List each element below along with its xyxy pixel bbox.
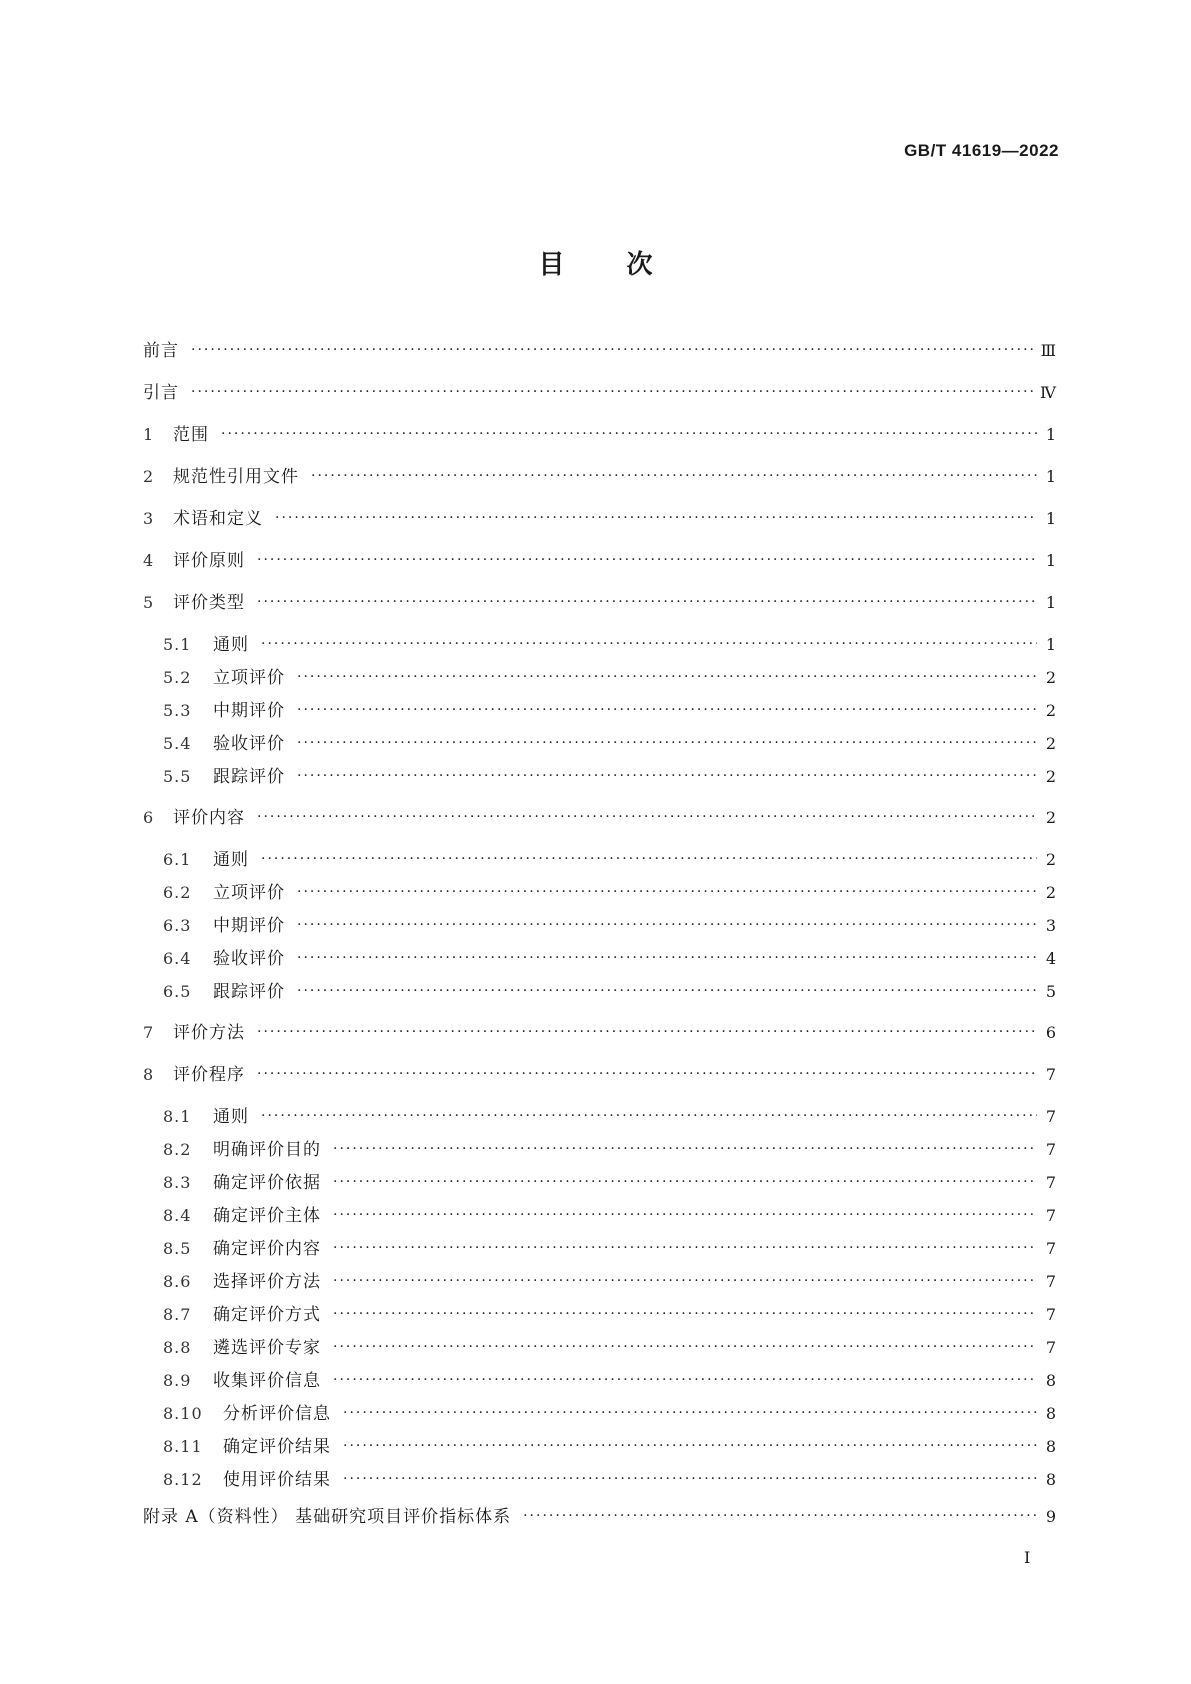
toc-entry-number: 8.2 xyxy=(163,1140,192,1159)
toc-entry-number: 8.9 xyxy=(163,1371,192,1390)
toc-entry-label: 确定评价内容 xyxy=(213,1239,321,1259)
toc-entry[interactable] xyxy=(143,630,1057,663)
toc-entry-number: 8.4 xyxy=(163,1206,192,1225)
toc-entry-number: 4 xyxy=(143,551,155,570)
toc-entry[interactable] xyxy=(143,729,1057,762)
toc-entry-number: 8.5 xyxy=(163,1239,192,1258)
toc-entry[interactable] xyxy=(143,1201,1057,1234)
toc-dot-leader xyxy=(343,1438,1037,1454)
toc-entry-page: 8 xyxy=(1045,1371,1057,1390)
toc-entry-label: 选择评价方法 xyxy=(213,1272,321,1292)
toc-entry-page: 7 xyxy=(1045,1338,1057,1357)
toc-entry-label: 范围 xyxy=(173,425,209,445)
table-of-contents xyxy=(143,336,1057,1532)
toc-entry-number: 6.5 xyxy=(163,982,192,1001)
toc-entry-number: 8 xyxy=(143,1065,155,1084)
toc-entry[interactable] xyxy=(143,1465,1057,1498)
toc-entry-number: 3 xyxy=(143,509,155,528)
toc-entry-number: 5.4 xyxy=(163,734,192,753)
toc-entry-page: 2 xyxy=(1045,668,1057,687)
toc-entry-number: 8.3 xyxy=(163,1173,192,1192)
toc-entry-page: 1 xyxy=(1045,551,1057,570)
toc-entry-label: 确定评价结果 xyxy=(223,1437,331,1457)
toc-entry-label: 术语和定义 xyxy=(173,509,263,529)
toc-entry-page: 7 xyxy=(1045,1107,1057,1126)
toc-entry[interactable] xyxy=(143,845,1057,878)
toc-entry-number: 6.4 xyxy=(163,949,192,968)
toc-entry-page: 7 xyxy=(1045,1173,1057,1192)
toc-dot-leader xyxy=(333,1339,1037,1355)
toc-entry-number: 8.7 xyxy=(163,1305,192,1324)
toc-entry-page: 1 xyxy=(1045,467,1057,486)
toc-dot-leader xyxy=(257,552,1037,568)
toc-entry-number: 5.3 xyxy=(163,701,192,720)
page-number: I xyxy=(1024,1548,1031,1567)
toc-entry[interactable] xyxy=(143,663,1057,696)
toc-entry[interactable] xyxy=(143,878,1057,911)
toc-dot-leader xyxy=(333,1174,1037,1190)
toc-dot-leader xyxy=(261,1108,1037,1124)
toc-entry-page: 7 xyxy=(1045,1239,1057,1258)
toc-entry-number: 7 xyxy=(143,1023,155,1042)
toc-dot-leader xyxy=(297,768,1037,784)
toc-entry[interactable] xyxy=(143,420,1057,462)
toc-entry-page: 9 xyxy=(1045,1507,1057,1526)
toc-entry[interactable] xyxy=(143,977,1057,1010)
toc-entry-page: 1 xyxy=(1045,425,1057,444)
toc-dot-leader xyxy=(297,735,1037,751)
toc-entry-label: 收集评价信息 xyxy=(213,1371,321,1391)
toc-dot-leader xyxy=(311,468,1037,484)
toc-entry-label: 确定评价方式 xyxy=(213,1305,321,1325)
toc-dot-leader xyxy=(257,1024,1037,1040)
toc-entry[interactable] xyxy=(143,944,1057,977)
toc-entry-page: 8 xyxy=(1045,1470,1057,1489)
toc-entry[interactable] xyxy=(143,1018,1057,1060)
toc-entry[interactable] xyxy=(143,1333,1057,1366)
toc-entry-number: 6.2 xyxy=(163,883,192,902)
toc-dot-leader xyxy=(257,1066,1037,1082)
toc-entry-page: 4 xyxy=(1045,949,1057,968)
toc-entry-page: 5 xyxy=(1045,982,1057,1001)
toc-entry-label: 验收评价 xyxy=(213,949,285,969)
toc-entry-label: 评价类型 xyxy=(173,593,245,613)
toc-entry-label: 明确评价目的 xyxy=(213,1140,321,1160)
toc-entry[interactable] xyxy=(143,1366,1057,1399)
toc-entry-number: 8.1 xyxy=(163,1107,192,1126)
toc-entry[interactable] xyxy=(143,803,1057,845)
toc-dot-leader xyxy=(297,884,1037,900)
toc-entry-number: 6.1 xyxy=(163,850,192,869)
toc-entry-number: 8.12 xyxy=(163,1470,203,1489)
toc-entry-label: 规范性引用文件 xyxy=(173,467,299,487)
toc-entry-page: Ⅲ xyxy=(1040,341,1057,360)
toc-dot-leader xyxy=(191,384,1034,400)
toc-entry-page: Ⅳ xyxy=(1040,383,1057,402)
toc-dot-leader xyxy=(297,917,1037,933)
toc-entry-number: 5.1 xyxy=(163,635,192,654)
toc-dot-leader xyxy=(257,809,1037,825)
toc-entry[interactable] xyxy=(143,546,1057,588)
toc-entry-label: 通则 xyxy=(213,850,249,870)
toc-entry[interactable] xyxy=(143,462,1057,504)
toc-entry-label: 通则 xyxy=(213,1107,249,1127)
toc-entry-label: 前言 xyxy=(143,341,179,361)
toc-entry-page: 1 xyxy=(1045,593,1057,612)
toc-entry-label: 附录 A（资料性） 基础研究项目评价指标体系 xyxy=(143,1507,512,1527)
toc-dot-leader xyxy=(523,1508,1037,1524)
toc-entry-label: 中期评价 xyxy=(213,916,285,936)
toc-entry-number: 5.5 xyxy=(163,767,192,786)
toc-dot-leader xyxy=(333,1306,1037,1322)
toc-entry-page: 8 xyxy=(1045,1437,1057,1456)
toc-dot-leader xyxy=(191,342,1035,358)
toc-dot-leader xyxy=(297,669,1037,685)
toc-dot-leader xyxy=(343,1405,1037,1421)
toc-entry[interactable] xyxy=(143,696,1057,729)
toc-entry[interactable] xyxy=(143,762,1057,795)
toc-dot-leader xyxy=(257,594,1037,610)
toc-entry-label: 中期评价 xyxy=(213,701,285,721)
toc-entry-label: 跟踪评价 xyxy=(213,767,285,787)
toc-entry-page: 6 xyxy=(1045,1023,1057,1042)
toc-entry[interactable] xyxy=(143,504,1057,546)
toc-entry[interactable] xyxy=(143,1234,1057,1267)
toc-entry-label: 通则 xyxy=(213,635,249,655)
toc-entry[interactable] xyxy=(143,1135,1057,1168)
toc-entry[interactable] xyxy=(143,1502,1057,1532)
toc-dot-leader xyxy=(275,510,1037,526)
toc-entry[interactable] xyxy=(143,1168,1057,1201)
page-title: 目次 xyxy=(538,250,715,280)
toc-entry[interactable] xyxy=(143,378,1057,420)
toc-entry-page: 3 xyxy=(1045,916,1057,935)
toc-entry-page: 1 xyxy=(1045,509,1057,528)
toc-entry-page: 2 xyxy=(1045,701,1057,720)
toc-entry-label: 评价原则 xyxy=(173,551,245,571)
toc-entry-number: 6.3 xyxy=(163,916,192,935)
toc-dot-leader xyxy=(297,983,1037,999)
toc-entry-label: 评价方法 xyxy=(173,1023,245,1043)
toc-entry[interactable] xyxy=(143,336,1057,378)
toc-dot-leader xyxy=(333,1372,1037,1388)
toc-entry-number: 2 xyxy=(143,467,155,486)
toc-entry-label: 验收评价 xyxy=(213,734,285,754)
toc-entry[interactable] xyxy=(143,1267,1057,1300)
toc-dot-leader xyxy=(333,1141,1037,1157)
toc-dot-leader xyxy=(343,1471,1037,1487)
toc-entry-number: 5 xyxy=(143,593,155,612)
toc-entry-label: 立项评价 xyxy=(213,668,285,688)
toc-entry-label: 确定评价主体 xyxy=(213,1206,321,1226)
toc-dot-leader xyxy=(333,1273,1037,1289)
toc-entry-number: 8.11 xyxy=(163,1437,203,1456)
toc-entry-page: 1 xyxy=(1045,635,1057,654)
toc-entry-number: 8.10 xyxy=(163,1404,203,1423)
toc-dot-leader xyxy=(333,1207,1037,1223)
toc-entry-page: 2 xyxy=(1045,850,1057,869)
toc-entry[interactable] xyxy=(143,1432,1057,1465)
toc-entry-label: 评价内容 xyxy=(173,808,245,828)
toc-entry-label: 分析评价信息 xyxy=(223,1404,331,1424)
toc-entry-number: 6 xyxy=(143,808,155,827)
toc-entry-page: 2 xyxy=(1045,767,1057,786)
toc-dot-leader xyxy=(297,702,1037,718)
toc-entry-page: 7 xyxy=(1045,1065,1057,1084)
toc-entry-label: 跟踪评价 xyxy=(213,982,285,1002)
toc-dot-leader xyxy=(261,636,1037,652)
toc-entry-page: 7 xyxy=(1045,1140,1057,1159)
toc-entry-label: 遴选评价专家 xyxy=(213,1338,321,1358)
toc-entry-number: 1 xyxy=(143,425,155,444)
toc-dot-leader xyxy=(261,851,1037,867)
toc-dot-leader xyxy=(297,950,1037,966)
toc-entry[interactable] xyxy=(143,588,1057,630)
toc-entry-page: 2 xyxy=(1045,734,1057,753)
toc-entry-label: 立项评价 xyxy=(213,883,285,903)
toc-entry-page: 7 xyxy=(1045,1206,1057,1225)
toc-entry-page: 2 xyxy=(1045,808,1057,827)
toc-entry-page: 7 xyxy=(1045,1272,1057,1291)
toc-entry-label: 评价程序 xyxy=(173,1065,245,1085)
toc-dot-leader xyxy=(333,1240,1037,1256)
toc-entry-page: 7 xyxy=(1045,1305,1057,1324)
toc-entry[interactable] xyxy=(143,1300,1057,1333)
toc-dot-leader xyxy=(221,426,1037,442)
toc-entry[interactable] xyxy=(143,1102,1057,1135)
toc-entry[interactable] xyxy=(143,911,1057,944)
toc-entry-page: 8 xyxy=(1045,1404,1057,1423)
toc-entry-page: 2 xyxy=(1045,883,1057,902)
toc-entry-number: 5.2 xyxy=(163,668,192,687)
toc-entry-label: 确定评价依据 xyxy=(213,1173,321,1193)
toc-entry-number: 8.6 xyxy=(163,1272,192,1291)
toc-entry-label: 引言 xyxy=(143,383,179,403)
toc-entry[interactable] xyxy=(143,1060,1057,1102)
standard-number: GB/T 41619—2022 xyxy=(904,141,1059,160)
toc-entry[interactable] xyxy=(143,1399,1057,1432)
toc-entry-label: 使用评价结果 xyxy=(223,1470,331,1490)
toc-entry-number: 8.8 xyxy=(163,1338,192,1357)
